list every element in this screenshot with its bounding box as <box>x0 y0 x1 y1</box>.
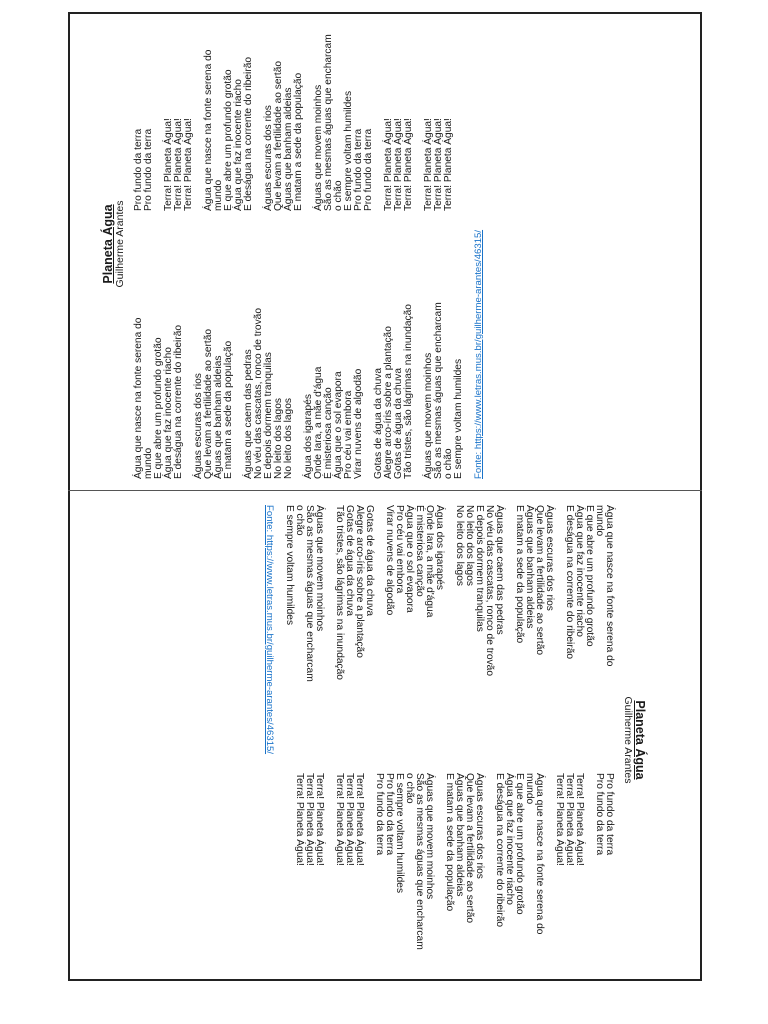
lyric-line: Pro fundo da terra <box>133 128 144 211</box>
lyric-line: Águas que banham aldeias <box>454 773 465 897</box>
lyric-line: Água que faz inocente riacho <box>504 773 515 905</box>
lyric-stanza <box>164 11 194 211</box>
lyric-line: Água que faz inocente riacho <box>233 79 244 211</box>
lyric-line: São as mesmas águas que encharcam <box>433 302 444 479</box>
lyric-line: E deságua na corrente do ribeirão <box>173 324 184 479</box>
lyric-line: Águas escuras dos rios <box>474 773 485 879</box>
lyric-line: Onde Iara, a mãe d'água <box>313 366 324 479</box>
lyric-line: E deságua na corrente do ribeirão <box>564 505 575 660</box>
lyric-line: No leito dos lagos <box>283 398 294 479</box>
lyric-line: Água que faz inocente riacho <box>574 505 585 637</box>
lyric-line: Terra! Planeta Água! <box>163 118 174 211</box>
lyric-line: Pro fundo da terra <box>604 773 615 856</box>
lyric-line: E que abre um profundo grotão <box>153 337 164 479</box>
lyric-line: E matam a sede da população <box>293 72 304 211</box>
lyric-stanza <box>454 505 504 695</box>
lyric-line: o chão <box>294 505 305 536</box>
lyric-stanza <box>244 289 294 479</box>
lyric-line: Terra! Planeta Água! <box>334 773 345 866</box>
lyric-line: o chão <box>443 448 454 479</box>
lyric-line: Águas que movem moinhos <box>314 505 325 632</box>
lyric-line: Terra! Planeta Água! <box>433 118 444 211</box>
lyric-line: Pro fundo da terra <box>594 773 605 856</box>
lyric-line: mundo <box>594 505 605 537</box>
lyric-line: Onde Iara, a mãe d'água <box>424 505 435 618</box>
lyric-line: E deságua na corrente do ribeirão <box>243 56 254 211</box>
lyric-line: Água que nasce na fonte serena do <box>534 773 545 935</box>
lyric-line: E sempre voltam humildes <box>453 358 464 479</box>
lyric-stanza <box>514 505 554 695</box>
song-author: Guilherme Arantes <box>114 200 126 288</box>
lyric-line: Que levam a fertilidade ao sertão <box>534 505 545 656</box>
lyric-line: E depois dormem tranquilas <box>263 352 274 479</box>
lyric-stanza <box>384 11 414 211</box>
lyric-line: Água dos igarapés <box>434 505 445 590</box>
lyric-stanza <box>314 11 374 211</box>
lyric-line: No leito dos lagos <box>464 505 475 586</box>
lyric-line: Água que o sol evapora <box>333 371 344 479</box>
source-link[interactable] <box>264 505 275 755</box>
lyric-line: Água que nasce na fonte serena do <box>203 49 214 211</box>
lyric-line: Terra! Planeta Água! <box>564 773 575 866</box>
lyric-line: Terra! Planeta Água! <box>183 118 194 211</box>
lyric-line: Terra! Planeta Água! <box>354 773 365 866</box>
lyric-stanza <box>554 773 584 973</box>
lyric-line: Águas que movem moinhos <box>313 84 324 211</box>
lyric-line: Terra! Planeta Água! <box>344 773 355 866</box>
lyrics-right-column <box>134 11 464 211</box>
lyric-line: Terra! Planeta Água! <box>294 773 305 866</box>
lyric-line: Águas que movem moinhos <box>424 773 435 900</box>
lyric-stanza <box>334 505 374 695</box>
lyric-line: Águas escuras dos rios <box>193 373 204 479</box>
lyric-line: Terra! Planeta Água! <box>173 118 184 211</box>
lyric-line: Água que nasce na fonte serena do <box>604 505 615 667</box>
lyric-line: Água dos igarapés <box>303 394 314 479</box>
lyric-line: Pro fundo da terra <box>363 128 374 211</box>
lyric-line: E sempre voltam humildes <box>394 773 405 894</box>
lyric-line: Águas escuras dos rios <box>263 105 274 211</box>
lyric-line: Terra! Planeta Água! <box>383 118 394 211</box>
song-title: Planeta Água <box>101 204 115 284</box>
fold-line <box>68 490 702 491</box>
lyric-line: É misteriosa canção <box>323 387 334 479</box>
lyric-line: E que abre um profundo grotão <box>223 69 234 211</box>
lyric-stanza <box>194 289 234 479</box>
lyric-line: Águas que caem das pedras <box>494 505 505 635</box>
lyric-stanza <box>304 289 364 479</box>
lyric-stanza <box>424 11 454 211</box>
lyrics-panel-bottom <box>116 505 646 975</box>
lyric-line: No leito dos lagos <box>273 398 284 479</box>
lyric-line: E sempre voltam humildes <box>284 505 295 626</box>
lyric-line: Terra! Planeta Água! <box>314 773 325 866</box>
lyric-line: Gotas de água da chuva <box>344 505 355 617</box>
lyric-stanza <box>444 773 484 973</box>
lyric-line: São as mesmas águas que encharcam <box>304 505 315 682</box>
lyric-line: E depois dormem tranquilas <box>474 505 485 632</box>
lyric-line: Água que faz inocente riacho <box>163 347 174 479</box>
lyric-line: Pro céu vai embora <box>394 505 405 594</box>
lyric-line: No leito dos lagos <box>454 505 465 586</box>
lyric-line: mundo <box>524 773 535 805</box>
lyric-line: É misteriosa canção <box>414 505 425 597</box>
lyrics-left-column <box>264 505 615 755</box>
song-title: Planeta Água <box>633 700 647 780</box>
source-label: Fonte: <box>473 449 484 479</box>
lyric-line: E matam a sede da população <box>223 340 234 479</box>
lyric-line: Água que o sol evapora <box>404 505 415 613</box>
lyric-line: Terra! Planeta Água! <box>304 773 315 866</box>
lyric-line: Gotas de água da chuva <box>393 367 404 479</box>
lyric-line: Virar nuvens de algodão <box>384 505 395 616</box>
lyric-line: Águas que banham aldeias <box>524 505 535 629</box>
lyric-line: Águas que caem das pedras <box>243 349 254 479</box>
lyric-stanza <box>374 289 414 479</box>
lyric-line: Que levam a fertilidade ao sertão <box>464 773 475 924</box>
lyric-line: Tão tristes, são lágrimas na inundação <box>403 304 414 479</box>
source-label: Fonte: <box>264 505 275 535</box>
lyric-line: Águas que banham aldeias <box>283 87 294 211</box>
source-url[interactable]: https://www.letras.mus.br/guilherme-arantes/46315/ <box>473 229 484 450</box>
lyric-line: Terra! Planeta Água! <box>554 773 565 866</box>
lyric-line: Que levam a fertilidade ao sertão <box>203 328 214 479</box>
lyric-line: o chão <box>333 180 344 211</box>
lyric-line: Que levam a fertilidade ao sertão <box>273 60 284 211</box>
lyric-line: Pro fundo da terra <box>353 128 364 211</box>
lyric-line: o chão <box>404 773 415 804</box>
lyric-line: Pro fundo da terra <box>374 773 385 856</box>
lyric-line: Tão tristes, são lágrimas na inundação <box>334 505 345 680</box>
lyric-line: Terra! Planeta Água! <box>443 118 454 211</box>
lyric-line: Gotas de água da chuva <box>364 505 375 617</box>
lyric-line: Pro fundo da terra <box>384 773 395 856</box>
lyric-stanza <box>424 289 464 479</box>
lyric-stanza <box>284 505 324 695</box>
lyric-line: Pro céu vai embora <box>343 390 354 479</box>
lyric-line: Terra! Planeta Água! <box>403 118 414 211</box>
lyric-line: E deságua na corrente do ribeirão <box>494 773 505 928</box>
lyric-stanza <box>134 11 154 211</box>
lyric-line: Terra! Planeta Água! <box>423 118 434 211</box>
lyric-line: Alegre arco-íris sobre a plantação <box>354 505 365 658</box>
lyric-line: Águas que banham aldeias <box>213 355 224 479</box>
lyric-line: Águas escuras dos rios <box>544 505 555 611</box>
lyrics-left-column <box>133 229 484 479</box>
lyric-line: Águas que movem moinhos <box>423 352 434 479</box>
lyric-line: Virar nuvens de algodão <box>353 368 364 479</box>
lyric-stanza <box>294 773 324 973</box>
lyric-stanza <box>204 11 254 211</box>
lyric-line: E que abre um profundo grotão <box>584 505 595 647</box>
lyric-stanza <box>134 289 184 479</box>
lyric-line: No véu das cascatas, ronco de trovão <box>484 505 495 677</box>
lyrics-right-column <box>284 773 614 973</box>
lyric-stanza <box>494 773 544 973</box>
lyric-line: Terra! Planeta Água! <box>393 118 404 211</box>
lyric-stanza <box>264 11 304 211</box>
lyric-line: Gotas de água da chuva <box>373 367 384 479</box>
lyric-stanza <box>564 505 614 695</box>
lyric-line: E matam a sede da população <box>514 505 525 644</box>
lyric-stanza <box>384 505 444 695</box>
lyric-line: mundo <box>213 179 224 211</box>
lyric-stanza <box>594 773 614 973</box>
lyric-line: Terra! Planeta Água! <box>574 773 585 866</box>
lyric-line: E matam a sede da população <box>444 773 455 912</box>
lyric-line: E sempre voltam humildes <box>343 90 354 211</box>
lyric-line: mundo <box>143 447 154 479</box>
source-url[interactable]: https://www.letras.mus.br/guilherme-arantes/46315/ <box>264 534 275 755</box>
song-author: Guilherme Arantes <box>622 696 634 784</box>
lyric-line: Água que nasce na fonte serena do <box>133 317 144 479</box>
lyric-line: São as mesmas águas que encharcam <box>414 773 425 950</box>
lyric-line: São as mesmas águas que encharcam <box>323 34 334 211</box>
lyric-stanza <box>334 773 364 973</box>
lyrics-panel-top <box>102 9 632 479</box>
lyric-stanza <box>374 773 434 973</box>
lyric-line: Pro fundo da terra <box>143 128 154 211</box>
lyric-line: No véu das cascatas, ronco de trovão <box>253 307 264 479</box>
source-link[interactable] <box>473 229 484 479</box>
lyric-line: E que abre um profundo grotão <box>514 773 525 915</box>
lyric-line: Alegre arco-íris sobre a plantação <box>383 326 394 479</box>
